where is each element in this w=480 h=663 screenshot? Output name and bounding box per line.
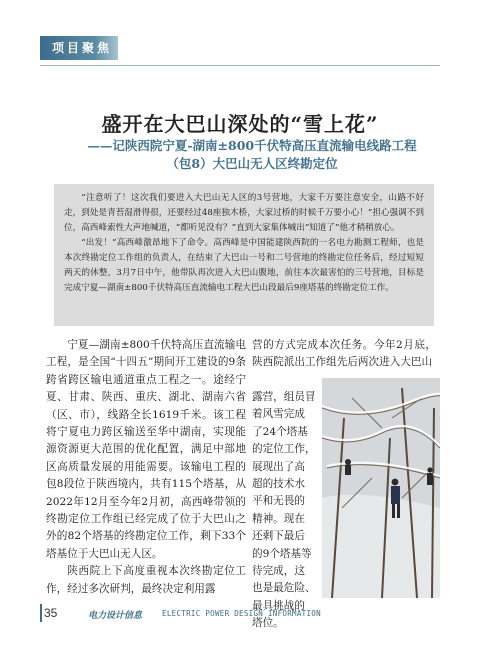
intro-box [54, 184, 434, 326]
article-subtitle-line1: ——记陕西院宁夏-湖南±800千伏特高压直流输电线路工程 [87, 138, 417, 153]
body-line: 平和无畏的 [252, 495, 305, 508]
body-line: 露营，组员冒 [252, 391, 316, 403]
body-paragraph: 宁夏—湖南±800千伏特高压直流输电工程，是全国“十四五”期间开工建设的9条跨省跨区输电通道重点工程之一。途经宁夏、甘肃、陕西、重庆、湖北、湖南六省（区、市），线路全长1619千米。该工程将宁夏电力跨区输送至华中湖南，实现能源资源更大范围的优化配置，满足中部地区高质量发展的用能需要。该输电工程的包8段位于陕西境内，共有115个塔基，从2022年12月至今年2月初，高西峰带领的终勘定位工作组已经完成了位于大巴山之外的82个塔基的终勘定位工作，剩下33个塔基位于大巴山无人区。 [46, 339, 246, 560]
body-line: 超的技术水 [252, 478, 305, 491]
body-line: 还剩下最后 [252, 530, 305, 543]
body-line: 最具挑战的 [252, 599, 305, 612]
body-line: 的定位工作， [252, 443, 316, 456]
page-number: 35 [44, 606, 58, 620]
body-line: 展现出了高 [252, 460, 305, 473]
body-line: 着风雪完成 [252, 408, 305, 421]
magazine-name: 电力设计信息 [88, 611, 143, 621]
body-paragraph: 营的方式完成本次任务。今年2月底，陕西院派出工作组先后两次进入大巴山 [252, 339, 436, 369]
body-line: 也是最危险、 [252, 582, 316, 595]
body-line: 了24个塔基 [252, 425, 308, 438]
article-subtitle-line2: （包8）大巴山无人区终勘定位 [166, 156, 338, 171]
intro-paragraph: “注意听了！这次我们要进入大巴山无人区的3号营地，大家千万要注意安全，山路不好走，到处是青苔湿滑得很，还要经过48座独木桥，大家过桥的时候千万要小心！”担心强调不到位，高西峰索性大声地喊道，“都听见没有？”直到大家集体喊出“知道了”他才稍稍放心。 [64, 193, 424, 233]
body-line: 待完成，这 [252, 565, 305, 578]
body-column-left [46, 337, 246, 598]
snow-forest-photo [322, 378, 440, 598]
footer-divider [40, 604, 42, 622]
section-tag: 项目聚焦 [40, 36, 118, 60]
section-divider [40, 65, 440, 66]
body-paragraph: 陕西院上下高度重视本次终勘定位工作，经过多次研判，最终决定利用露 [46, 565, 246, 595]
body-line: 的9个塔基等 [252, 547, 312, 560]
body-column-right-top [252, 337, 436, 372]
magazine-name-english: ELECTRIC POWER DESIGN INFORMATION [162, 609, 321, 618]
body-line: 精神。现在 [252, 512, 305, 525]
body-column-right-narrow [252, 389, 316, 633]
body-line: 塔位。 [252, 617, 284, 630]
intro-paragraph: “出发！”高西峰激昂地下了命令。高西峰是中国能建陕西院的一名电力勘测工程师，也是本次终勘定位工作组的负责人，在结束了大巴山一号和二号营地的终勘定位任务后，经过短短两天的休整，3月7日中午，他带队再次进入大巴山腹地，前往本次最害怕的三号营地，目标是完成宁夏—湖南±800千伏特高压直流输电工程大巴山段最后9座塔基的终勘定位工作。 [64, 238, 424, 293]
article-title: 盛开在大巴山深处的“雪上花” [101, 112, 379, 136]
